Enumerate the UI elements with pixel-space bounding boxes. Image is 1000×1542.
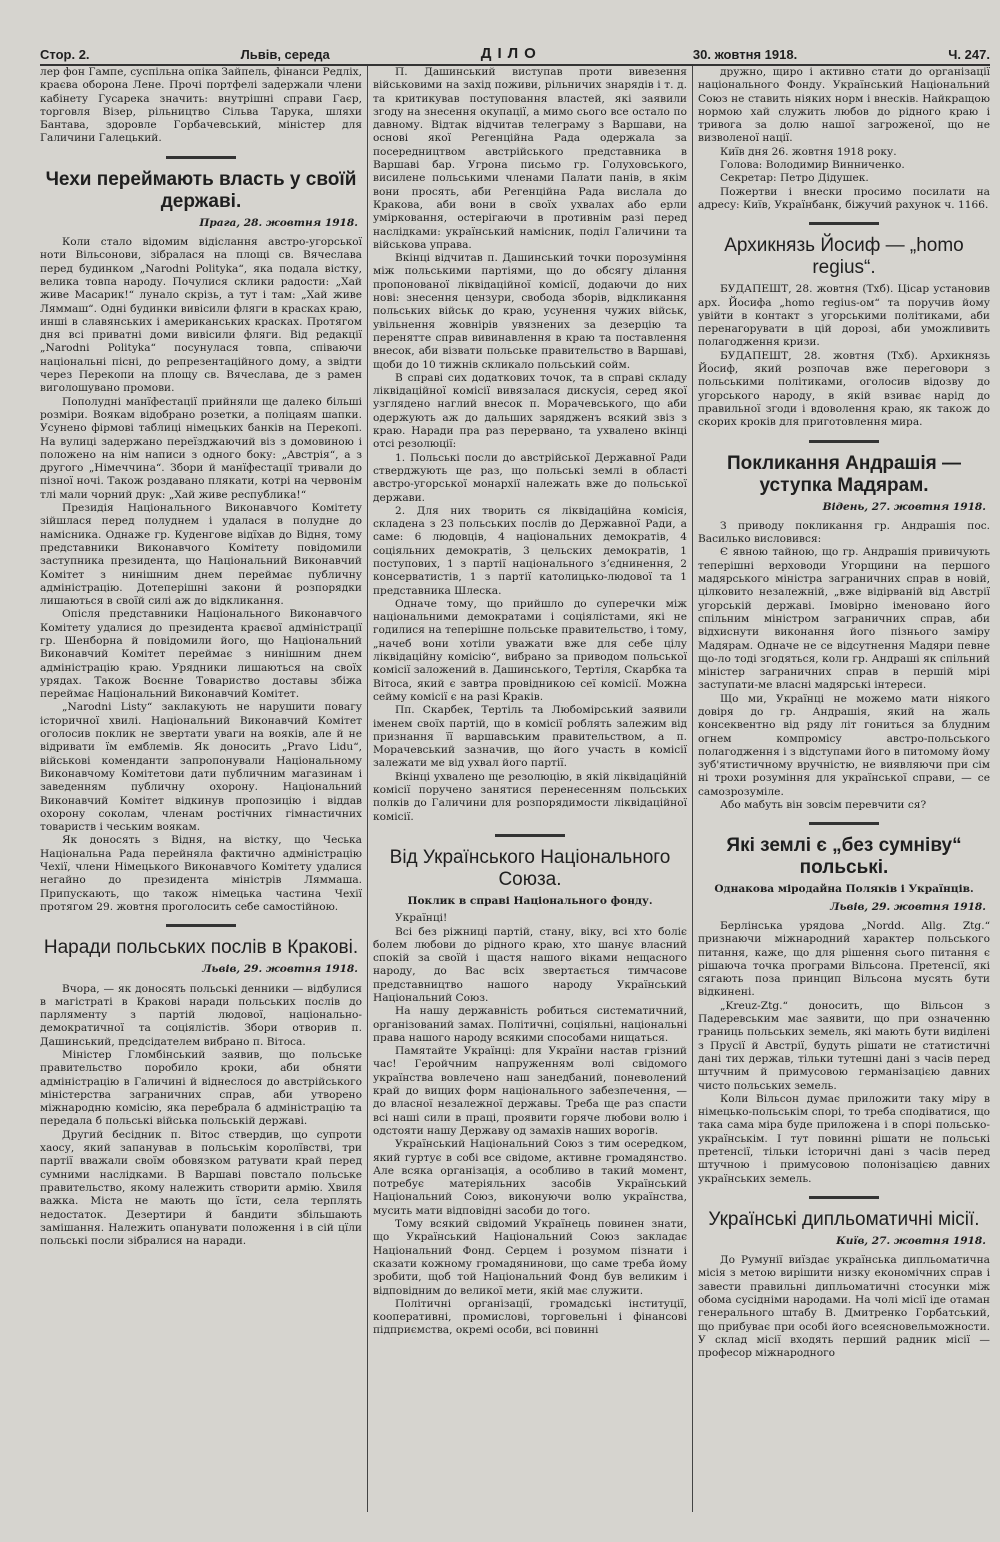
dateline: Прага, 28. жовтня 1918. bbox=[199, 216, 358, 229]
paragraph: П. Дашинський виступав проти вивезення військовими на захід поживи, рільничих знарядів і т. д. та критикував поступовання властей, які заявили згоду на знесення окупації, а мимо сього все остало по давному. Відтак відчитав телеграму з Варшави, на основі якої Регенційна Рада одержала за посередництвом австрійського представника в Варшаві бар. Угрона письмо гр. Голуховського, висилене польськими членами Палати панів, в якім вони просять, аби Регенційна Рада вислала до Кракова, аби вони в своїх ухвалах або ерли умірковання, остерігаючи в противнім разі перед наслідками: український намісник, поділ Галичини та військова управа. bbox=[373, 66, 687, 251]
place-day: Львів, середа bbox=[240, 47, 330, 62]
article-title: Архикнязь Йосиф — „homo regius“. bbox=[724, 235, 964, 279]
column-rule bbox=[692, 66, 693, 1512]
article-title: Наради польських послів в Кракові. bbox=[43, 937, 359, 959]
paragraph: Тому всякий свідомий Українець повинен знати, що Український Національний Союз закладає Національний Фонд. Серцем і розумом пізнати і сказати кожному громадянинови, що саме треба йому зробити, щоб той Національний Фонд був великим і відповідним до великої мети, якій має служити. bbox=[373, 1218, 687, 1297]
article-archduke bbox=[698, 235, 990, 429]
paragraph: На нашу державність робиться систематичний, організований замах. Політичні, соціяльні, національні права нашого народу всякими способами нищаться. bbox=[373, 1005, 687, 1044]
paragraph: БУДАПЕШТ, 28. жовтня (Тхб). Архикнязь Йосиф, який розпочав вже переговори з польськими політиками, оголосив відозву до угорського народу, в якій взиває нарід до правильної згоди і вдоволення краю, як також до скорих кроків для приготовлення мира. bbox=[698, 349, 990, 429]
issue-date: 30. жовтня 1918. bbox=[692, 47, 798, 62]
article-body bbox=[373, 926, 687, 1338]
article-body bbox=[698, 283, 990, 429]
page-number: Стор. 2. bbox=[40, 47, 90, 62]
column-2 bbox=[373, 66, 687, 1532]
article-title: Від Українського Національного Союза. bbox=[389, 846, 671, 890]
paragraph: Всі без ріжниці партій, стану, віку, всі хто боліє болем любови до рідного краю, хто шанує власний спокій за своїй і щастя нашого віками нещасного народу, до Вас всіх звертається тимчасове представництво нашого народу Український Національний Союз. bbox=[373, 925, 687, 1004]
article-krakow bbox=[40, 937, 362, 1248]
paragraph: Український Національний Союз з тим осередком, який гуртує в собі все свідоме, активне громадянство. Але всяка організація, а особливо в такий момент, потребує матеріяльних засобів Український Національний Союз, виконуючи волю українства, мусить мати відповідні засоби до того. bbox=[373, 1138, 687, 1217]
paragraph: Міністер Гломбінський заявив, що польське правительство поробило кроки, аби обняти адміністрацію в Галичині й віднеслося до австрійського міністерства заграничних справ, аби утворено міжнародню комісію, яка перебрала б адміністрацію та передала б польські війська польській державі. bbox=[40, 1049, 362, 1128]
article-subtitle: Поклик в справі Національного фонду. bbox=[407, 894, 653, 907]
article-body bbox=[40, 236, 362, 914]
dateline: Київ, 27. жовтня 1918. bbox=[836, 1234, 986, 1247]
separator bbox=[809, 222, 879, 225]
column-rule bbox=[367, 66, 368, 1512]
paragraph: Пп. Скарбек, Тертіль та Любомірський заявили іменем своїх партій, що в комісії роблять залежим від признання її варшавським правительством, а п. Морачевський зазначив, що його участь в комісії залежати ме від ухвал його партії. bbox=[373, 704, 687, 770]
paragraph: Політичні організації, громадські інституції, кооперативні, промислові, торговельні і фінансові підприємства, окремі особи, всі повинні bbox=[373, 1297, 687, 1337]
paragraph: Памятайте Українці: для України настав грізний час! Геройчним напруженням волі свідомого українства вовлечено наш занедбаний, поневолений край до вищих форм національного забезпечення, — до власної незалежної державы. Треба ще раз спасти всі наші сили в праці, проявити горяче любови волю і одстояти нашу Державу од замахів наших ворогів. bbox=[373, 1045, 687, 1137]
paragraph: В справі сих додаткових точок, та в справі складу ліквідаційної комісії вивязалася дискусія, серед якої узглядено наглий внесок п. Морачевського, що аби одержують аж до дальших зарядженъ всякий звіз з краю. Наради пра раз перервано, та ухвалено вкінці отсі резолюції: bbox=[373, 371, 687, 451]
signature: Секретар: Петро Дідушек. bbox=[720, 172, 869, 185]
paragraph: Є явною тайною, що гр. Андрашія привичують теперішні верховоди Угорщини на першого мадярського міністра заграничних справ в новій, цілковито незалежній, „вже відірваній від Австрії угорській державі. Імовірно іменовано його спільним міністром заграничних справ, аби відхиснути виконання його пізнього заміру Мадярам. Одначе не се відсутнення Мадяри певне що-ло тоді згодяться, коли гр. Андраші як спільний міністер заграничних справ в першій мірі заступати-ме власні мадярські інтереси. bbox=[698, 546, 990, 692]
greeting: Українці! bbox=[395, 912, 448, 925]
paragraph: 1. Польські посли до австрійської Державної Ради стверджують ще раз, що польські землі в області австро-угорської монархії належать вже до польської держави. bbox=[373, 451, 687, 504]
column-1 bbox=[40, 66, 362, 1532]
paragraph: дружно, щиро і активно стати до організації національного Фонду. Український Національний Союз не ставить ніяких норм і внесків. Найкращою нормою хай служить любов до рідного краю і тривога за долю нашої загроженої, що не визволеної нації. bbox=[698, 66, 990, 145]
article-body bbox=[698, 1254, 990, 1360]
signature: Голова: Володимир Винниченко. bbox=[720, 159, 905, 172]
paragraph: „Narodni Listy“ заклакують не нарушити повагу історичної хвилі. Національний Виконавчий Комітет оголосив поклик не звертати уваги на вояків, але й не відривати їм емблемів. Як доносить „Pravo Lidu“, військові коменданти запропонували Національному Виконавчому Комітетови дати публичним магазинам і заведенням публичну охорону. Національний Виконавчий Комітет відкинув пропозицію і віддав охорону соколам, членам ростічниx гімнастичних товариств і чеським воякам. bbox=[40, 701, 362, 834]
paragraph: Вчора, — як доносять польські денники — відбулися в магістраті в Кракові наради польських послів до парляменту з партій людової, національно-демократичної та соціялістів. Збори отворив п. Дашинський, предсідателем вибрано п. Вітоса. bbox=[40, 982, 362, 1048]
paragraph: БУДАПЕШТ, 28. жовтня (Тхб). Цісар установив арх. Йосифа „homo regius-ом“ та поручив йому увійти в контакт з угорськими політиками, аби перенагорувати в цій дорозі, аби уможливить полагодження кризи. bbox=[698, 283, 990, 349]
separator bbox=[166, 924, 236, 927]
paragraph: Другий бесідник п. Вітос ствердив, що супроти хаосу, який запанував в польськім королївстві, три партії вважали своїм обовязком ратувати край перед сумними наслідками. В Варшаві повстало польське правительство, якому належить створити армію. Хвиля важка. Міста не мають що їсти, села терплять недостаток. Дезертири й бандити збільшають замішання. Належить опанувати положення і в сій цїли польські посли зібралися на наради. bbox=[40, 1128, 362, 1248]
article-title: Покликання Андрашія — уступка Мадярам. bbox=[726, 452, 962, 496]
issue-number: Ч. 247. bbox=[948, 47, 990, 62]
column-3 bbox=[698, 66, 990, 1532]
paragraph: До Румунії виїздає українська дипльоматична місія з метою вирішити низку економічних справ і завести правильні дипльоматичні стосунки між обома сусідніми народами. На чолі місії іде отаман генерального штабу В. Дмитренко Горбатський, що прибуває при особі його всеясновельможности. У склад місії входять перший радник місії — професор міжнародного bbox=[698, 1254, 990, 1360]
paragraph: Одначе тому, що прийшло до суперечки між національними демократами і соціялістами, які не годилися на теперішне польське правительство, і тому, „начеб вони хотіли уважати вже для себе цілу ліквідаційну комісію“, вибрано за приводом польської комісії заложений в. Дашинського, Тертіля, Скарбка та Вітоса, який є завтра провідникою сеї комісії. Можна сейму комісії є на разі Краків. bbox=[373, 597, 687, 703]
article-subtitle: Однакова міродайна Поляків і Українців. bbox=[714, 883, 974, 896]
paragraph: лер фон Гампе, суспільна опіка Зайпель, фінанси Редліх, краєва оборона Лене. Прочі портфелі задержали члени кабінету Гусарека значить: внутрішні справи Гаєр, торговля Візер, рільництво Сільва Тарука, шляхи Бантава, здоровле Горбачевський, міністер для Галичини Галецький. bbox=[40, 66, 362, 145]
article-title: Які землі є „без сумніву“ польські. bbox=[726, 835, 962, 879]
paragraph: Що ми, Українці не можемо мати ніякого довіря до гр. Андрашія, який на жаль консеквентно від ряду літ гониться за блудним огнем компромісу австро-польського полагодження і з відступами його в питомому йому зуб'ятистичному вручністю, не виявляючи при сім ні трохи розуміння для української справи, — се самозрозуміле. bbox=[698, 692, 990, 798]
paragraph: Як доносять з Відня, на вістку, що Чеська Національна Рада перейняла фактично адміністрацію Чехії, члени Німецького Виконавчого Комітету удалися негайно до президента міністрів Ляммаша. Припускають, що також німецька частина Чехії протягом 29. жовтня проголосить себе самостійною. bbox=[40, 834, 362, 913]
article-body bbox=[40, 983, 362, 1249]
article-body bbox=[698, 920, 990, 1186]
separator bbox=[809, 822, 879, 825]
paragraph: Пополудні манїфестації прийняли ще далеко більші розміри. Воякам відобрано розетки, а поліцаям шапки. Усунено фірмові таблиці німецьких банків на Перекопі. На вулиці задержано переїзджаючий віз з домовиною і положено на нім написи з одного боку: „Австрія“, а з другого „Німеччина“. Збори й манїфестації тривали до пізної ночі. Також роздавано плякати, котрі на червонім тлі мали чорний друк: „Хай живе республика!“ bbox=[40, 395, 362, 501]
separator bbox=[809, 440, 879, 443]
paragraph: „Kreuz-Ztg.“ доносить, що Вільсон з Падеревським має заявити, що при означенню границь польських земель, які мають бути виділені з Прусії й Австрії, будуть рішати не статистичні дані тих держав, тільки тутешні дані з часів перед штучним й примусовою германізацією давних чисто польських земель. bbox=[698, 999, 990, 1092]
paragraph: Коли стало відомим відіслання австро-угорської ноти Вільсонови, зібралася на площі св. Вячеслава перед будинком „Narodni Polityka“, яка подала вістку, велика товпа народу. Почулися склики радости: „Хай живе Масарик!“ лунало скрізь, а тут і там: „Хай живе Ляммаш“. Одні будинки вивісили фляги в красках краю, инші в славянських і американських красках. Протягом дня всі приватні доми вивісили фляги. Від редакції „Narodni Polityka“ посунулася товпа, співаючи національні пісні, до репрезентаційного дому, а звідти через Перекопи на площу св. Вячеслава, де з рамен виголошувано промови. bbox=[40, 236, 362, 395]
separator bbox=[809, 1196, 879, 1199]
paragraph: Вкінці ухвалено ще резолюцію, в якій ліквідаційній комісії поручено занятися перенесенням польських полків до Галичини для розпорядимости ліквідаційної комісії. bbox=[373, 770, 687, 823]
dateline: Львів, 29. жовтня 1918. bbox=[830, 900, 986, 913]
paragraph: Президія Національного Виконавчого Комітету зійшлася перед полуднем і удалася в полудне до намісника. Однаже гр. Куденгове відїхав до Відня, тому представники Виконавчого Комітету повідомили заступника президента, що Національний Виконавчий Комітет з нинішним днем переймає публичну адміністрацію. Дотеперішні закони й розпорядки лишаються в своїй силі аж до відкликання. bbox=[40, 502, 362, 608]
separator bbox=[495, 834, 565, 837]
newspaper-title: ДІЛО bbox=[480, 45, 542, 62]
article-czechs bbox=[40, 169, 362, 914]
article-missions bbox=[698, 1209, 990, 1361]
paragraph: Вкінці відчитав п. Дашинський точки порозуміння між польськими партіями, що до обсягу ділання пропонованої ліквідаційної комісії, додаючи до них нові: знесення цензури, свобода зборів, відкликання польських військ до краю, усунення чужих військ, увільнення жовнірів увязнених за дезерцію та перенятте справ вивинавлення в краю та поставлення внесок, аби візвати польське правительство в Варшаві, щоби до 10 тижнів скликало польський сойм. bbox=[373, 252, 687, 371]
masthead bbox=[40, 40, 990, 66]
article-title: Українські дипльоматичні місії. bbox=[708, 1208, 980, 1230]
paragraph: 2. Для них творить ся ліквідаційна комісія, складена з 23 польських послів до Державної Ради, а саме: 6 людовців, 4 національних демократів, 4 соціяльних демократів, 3 цельских демократів, 1 поступових, 1 з партії національного зʼєднинення, 2 консерватистів, 1 з партії католицько-людової та 1 представника Шлеска. bbox=[373, 504, 687, 597]
signature: Київ дня 26. жовтня 1918 року. bbox=[720, 145, 897, 158]
donation-note: Пожертви і внески просимо посилати на адресу: Київ, Українбанк, біжучий рахунок ч. 1166. bbox=[698, 185, 990, 211]
article-body bbox=[373, 66, 687, 824]
article-body bbox=[698, 520, 990, 813]
paragraph: Або мабуть він зовсім перевчити ся? bbox=[720, 799, 927, 812]
dateline: Львів, 29. жовтня 1918. bbox=[202, 963, 358, 976]
paragraph: З приводу покликання гр. Андрашія пос. Василько висловився: bbox=[698, 519, 990, 546]
article-title: Чехи переймають власть у своїй державі. bbox=[45, 168, 357, 212]
article-lands bbox=[698, 835, 990, 1186]
paragraph: Берлінська урядова „Nordd. Allg. Ztg.“ признаючи міжнародний характер польського питання, каже, що для рішення сього питання є рішаюча точка програми Вільсона. Претенсії, які сягають поза принцип Вільсона мусять бути відкинені. bbox=[698, 919, 990, 999]
article-body bbox=[698, 66, 990, 146]
paragraph: Опісля представники Національного Виконавчого Комітету удалися до президента краєвої адміністрації гр. Шенборна й повідомили його, що Національний Виконавчий Комітет переймає з нинішним днем адміністрацію краю. Урядники лишаються на своїх урядах. Також Воєнне Товариство доставы збіжа переймає Національний Виконавчий Комітет. bbox=[40, 608, 362, 701]
article-union bbox=[373, 847, 687, 1338]
separator bbox=[166, 156, 236, 159]
paragraph: Коли Вільсон думає приложити таку міру в німецько-польськім спорі, то треба сподіватися, що така сама міра буде приложена і в спорі польсько-українськім. І тут повинні рішати не польські претенсії, тільки історичні дані з часів перед штучною і примусовою полонізацією давних українських земель. bbox=[698, 1092, 990, 1185]
article-andrassy bbox=[698, 453, 990, 813]
dateline: Відень, 27. жовтня 1918. bbox=[822, 500, 986, 513]
